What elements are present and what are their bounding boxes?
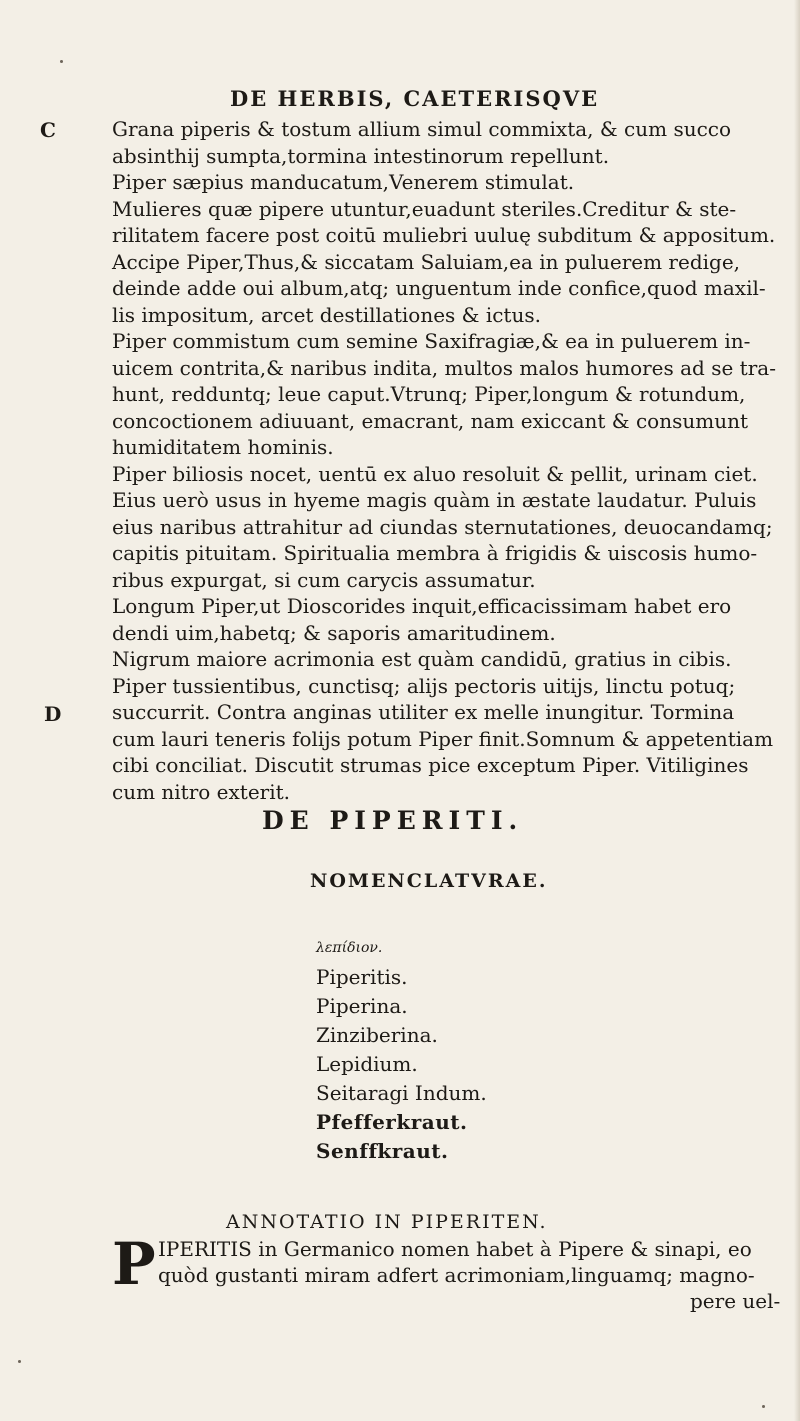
text-line: capitis pituitam. Spiritualia membra à frigidis & uiscosis humo- [112,541,758,565]
name-item: Lepidium. [316,1052,418,1076]
text-line: cum lauri teneris folijs potum Piper finit.Somnum & appetentiam [112,726,774,751]
name-item: Seitaragi Indum. [316,1081,487,1105]
name-greek: λεπίδιον. [316,940,383,956]
name-german: Senffkraut. [316,1139,449,1163]
name-item: Zinziberina. [316,1023,438,1047]
paper-speck [762,1405,765,1408]
paper-speck [18,1360,21,1363]
margin-letter-d: D [44,702,62,726]
text-line: Grana piperis & tostum allium simul commixta, & cum succo [112,117,732,141]
paper-speck [60,60,63,63]
margin-letter-c: C [40,118,56,142]
running-head: DE HERBIS, CAETERISQVE [230,86,600,111]
name-german: Pfefferkraut. [316,1110,468,1134]
name-item: Piperina. [316,994,408,1018]
text-line: cibi conciliat. Discutit strumas pice exceptum Piper. Vitiligines [112,753,749,777]
name-item: Piperitis. [316,965,408,989]
annotation-line: IPERITIS in Germanico nomen habet à Pipere & sinapi, eo [158,1237,752,1261]
nomenclature-title: NOMENCLATVRAE. [310,870,548,892]
text-line: Nigrum maiore acrimonia est quàm candidū, gratius in cibis. [112,647,732,671]
catchword: pere uel- [690,1289,781,1313]
text-line: Piper sæpius manducatum,Venerem stimulat. [112,170,575,194]
annotation-title: ANNOTATIO IN PIPERITEN. [226,1211,548,1233]
text-line: ribus expurgat, si cum carycis assumatur. [112,567,536,592]
text-line: lis impositum, arcet destillationes & ictus. [112,302,541,327]
body-text [112,116,776,805]
text-line: cum nitro exterit. [112,779,291,804]
chapter-title: DE PIPERITI. [262,806,524,835]
text-line: Piper biliosis nocet, uentū ex aluo resoluit & pellit, urinam ciet. [112,461,758,486]
text-line: concoctionem adiuuant, emacrant, nam exiccant & consumunt [112,408,748,433]
text-line: humiditatem hominis. [112,435,334,459]
text-line: rilitatem facere post coitū muliebri uuluę subditum & appositum. [112,223,776,247]
text-line: Piper commistum cum semine Saxifragiæ,& ea in puluerem in- [112,329,751,353]
text-line: uicem contrita,& naribus indita, multos malos humores ad se tra- [112,355,776,380]
text-line: Mulieres quæ pipere utuntur,euadunt steriles.Creditur & ste- [112,196,737,221]
text-line: dendi uim,habetq; & saporis amaritudinem. [112,620,556,645]
text-line: Piper tussientibus, cunctisq; alijs pectoris uitijs, linctu potuq; [112,673,736,698]
text-line: succurrit. Contra anginas utiliter ex melle inungitur. Tormina [112,700,735,724]
drop-cap: P [112,1230,156,1298]
text-line: Accipe Piper,Thus,& siccatam Saluiam,ea in puluerem redige, [112,249,741,274]
text-line: Eius uerò usus in hyeme magis quàm in æstate laudatur. Puluis [112,488,757,512]
nomenclature-list [316,934,487,1166]
text-line: Longum Piper,ut Dioscorides inquit,efficacissimam habet ero [112,594,732,618]
text-line: absinthij sumpta,tormina intestinorum repellunt. [112,143,610,168]
text-line: hunt, redduntq; leue caput.Vtrunq; Piper,longum & rotundum, [112,382,746,406]
page-edge [794,0,800,1421]
annotation-line: quòd gustanti miram adfert acrimoniam,linguamq; magno- [158,1263,755,1287]
text-line: eius naribus attrahitur ad ciundas sternutationes, deuocandamq; [112,514,773,539]
text-line: deinde adde oui album,atq; unguentum inde confice,quod maxil- [112,276,766,300]
